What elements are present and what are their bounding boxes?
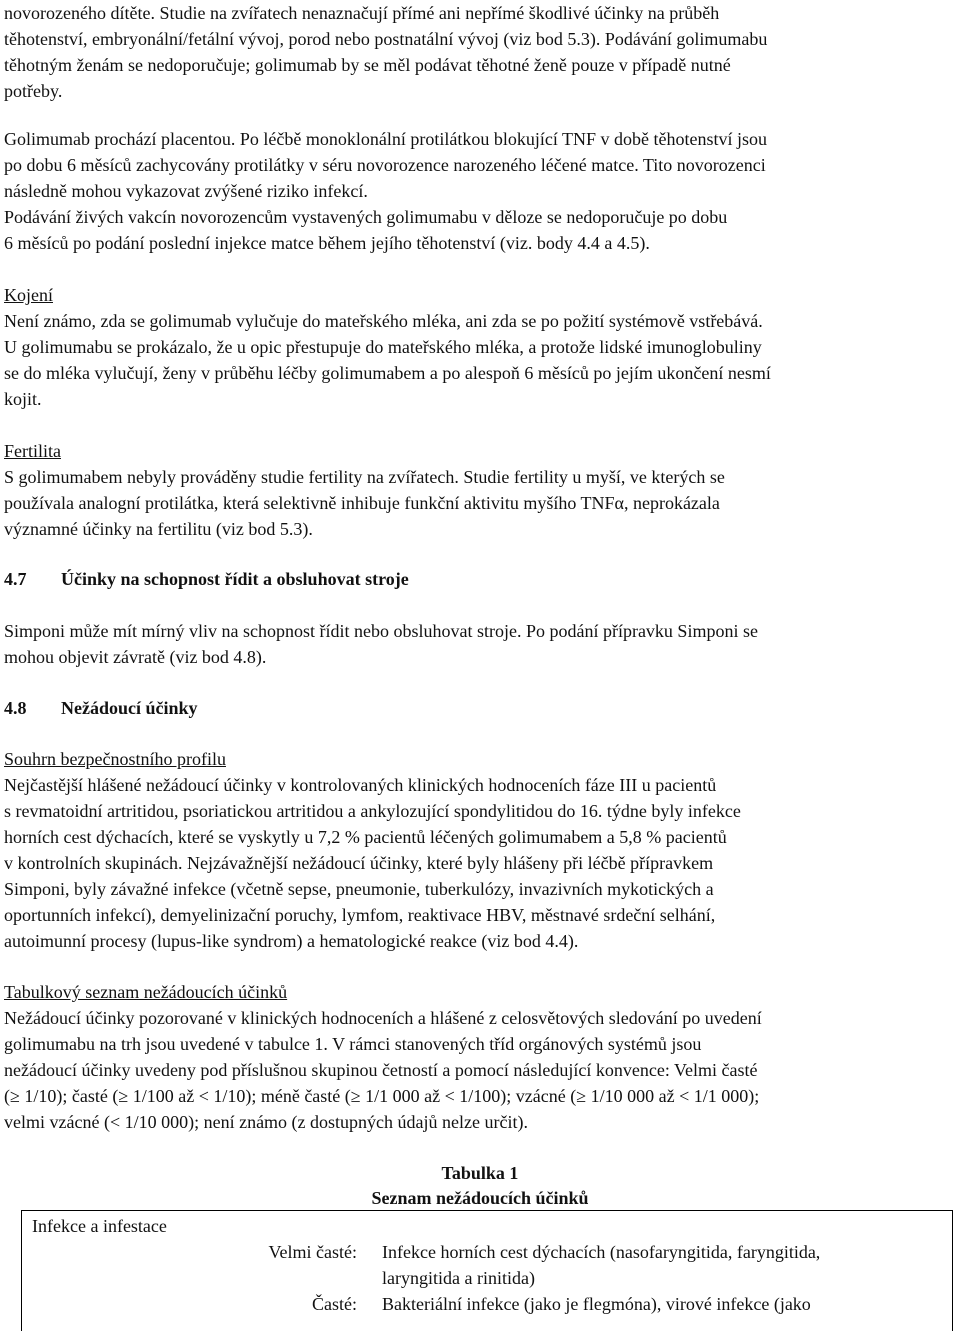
- text-line: významné účinky na fertilitu (viz bod 5.3).: [4, 519, 313, 539]
- section-number: 4.8: [4, 698, 27, 718]
- text-line: golimumabu na trh jsou uvedené v tabulce 1. V rámci stanovených tříd orgánových systémů jsou: [4, 1034, 702, 1054]
- text-line: těhotenství, embryonální/fetální vývoj, porod nebo postnatální vývoj (viz bod 5.3). Podávání golimumabu: [4, 29, 768, 49]
- section-4-8-heading: [4, 697, 198, 719]
- text-line: mohou objevit závratě (viz bod 4.8).: [4, 647, 267, 667]
- table-cell: Bakteriální infekce (jako je flegmóna), virové infekce (jako: [382, 1294, 811, 1314]
- section-title: Nežádoucí účinky: [61, 698, 198, 718]
- table-caption-title: Tabulka 1: [441, 1163, 519, 1183]
- text-line: U golimumabu se prokázalo, že u opic přestupuje do mateřského mléka, a protože lidské imunoglobuliny: [4, 337, 762, 357]
- text-line: Nežádoucí účinky pozorované v klinických hodnoceních a hlášené z celosvětových sledování po uvedení: [4, 1008, 762, 1028]
- text-line: v kontrolních skupinách. Nejzávažnější nežádoucí účinky, které byly hlášeny při léčbě přípravkem: [4, 853, 714, 873]
- text-line: autoimunní procesy (lupus-like syndrom) a hematologické reakce (viz bod 4.4).: [4, 931, 579, 951]
- text-line: s revmatoidní artritidou, psoriatickou artritidou a ankylozující spondylitidou do 16. týdne byly infekce: [4, 801, 741, 821]
- text-line: Simponi, byly závažné infekce (včetně sepse, pneumonie, tuberkulózy, invazivních mykotických a: [4, 879, 714, 899]
- text-line: nežádoucí účinky uvedeny pod příslušnou skupinou četností a pomocí následující konvence: Velmi časté: [4, 1060, 758, 1080]
- text-line: Simponi může mít mírný vliv na schopnost řídit nebo obsluhovat stroje. Po podání přípravku Simponi se: [4, 621, 758, 641]
- text-line: se do mléka vylučují, ženy v průběhu léčby golimumabem a po alespoň 6 měsíců po jejím ukončení nesmí: [4, 363, 771, 383]
- text-line: Golimumab prochází placentou. Po léčbě monoklonální protilátkou blokující TNF v době těhotenství jsou: [4, 129, 768, 149]
- text-line: potřeby.: [4, 81, 63, 101]
- text-line: používala analogní protilátka, která selektivně inhibuje funkční aktivitu myšího TNFα, neprokázala: [4, 493, 720, 513]
- text-line: Podávání živých vakcín novorozencům vystavených golimumabu v děloze se nedoporučuje po dobu: [4, 207, 728, 227]
- section-title: Účinky na schopnost řídit a obsluhovat stroje: [61, 569, 409, 589]
- adverse-effects-table: [21, 1210, 953, 1331]
- text-line: těhotným ženám se nedoporučuje; golimumab by se měl podávat těhotné ženě pouze v případě nutné: [4, 55, 731, 75]
- table-cell: Infekce horních cest dýchacích (nasofaryngitida, faryngitida,: [382, 1242, 821, 1262]
- table-frequency: Velmi časté:: [268, 1242, 357, 1262]
- text-line: S golimumabem nebyly prováděny studie fertility na zvířatech. Studie fertility u myší, ve kterých se: [4, 467, 725, 487]
- section-4-7-heading: [4, 568, 409, 590]
- text-line: novorozeného dítěte. Studie na zvířatech nenaznačují přímé ani nepřímé škodlivé účinky na průběh: [4, 3, 720, 23]
- text-line: oportunních infekcí), demyelinizační poruchy, lymfom, reaktivace HBV, městnavé srdeční selhání,: [4, 905, 716, 925]
- text-line: velmi vzácné (< 1/10 000); není známo (z dostupných údajů nelze určit).: [4, 1112, 528, 1132]
- text-line: horních cest dýchacích, které se vyskytly u 7,2 % pacientů léčených golimumabem a 5,8 % pacientů: [4, 827, 727, 847]
- table-category: Infekce a infestace: [32, 1216, 167, 1236]
- text-line: po dobu 6 měsíců zachycovány protilátky v séru novorozence narozeného léčené matce. Tito novorozenci: [4, 155, 766, 175]
- list-heading: Tabulkový seznam nežádoucích účinků: [4, 982, 288, 1002]
- breastfeeding-heading: Kojení: [4, 285, 53, 305]
- table-cell: laryngitida a rinitida): [382, 1268, 535, 1288]
- table-caption-subtitle: Seznam nežádoucích účinků: [371, 1188, 589, 1208]
- text-line: Nejčastější hlášené nežádoucí účinky v kontrolovaných klinických hodnoceních fáze III u pacientů: [4, 775, 717, 795]
- table-frequency: Časté:: [312, 1294, 357, 1314]
- text-line: kojit.: [4, 389, 42, 409]
- summary-heading: Souhrn bezpečnostního profilu: [4, 749, 226, 769]
- text-line: 6 měsíců po podání poslední injekce matce během jejího těhotenství (viz. body 4.4 a 4.5).: [4, 233, 650, 253]
- section-number: 4.7: [4, 569, 27, 589]
- fertility-heading: Fertilita: [4, 441, 61, 461]
- text-line: následně mohou vykazovat zvýšené riziko infekcí.: [4, 181, 368, 201]
- text-line: (≥ 1/10); časté (≥ 1/100 až < 1/10); méně časté (≥ 1/1 000 až < 1/100); vzácné (≥ 1/10 000 až < 1/1 000);: [4, 1086, 760, 1106]
- text-line: Není známo, zda se golimumab vylučuje do mateřského mléka, ani zda se po požití systémově vstřebává.: [4, 311, 763, 331]
